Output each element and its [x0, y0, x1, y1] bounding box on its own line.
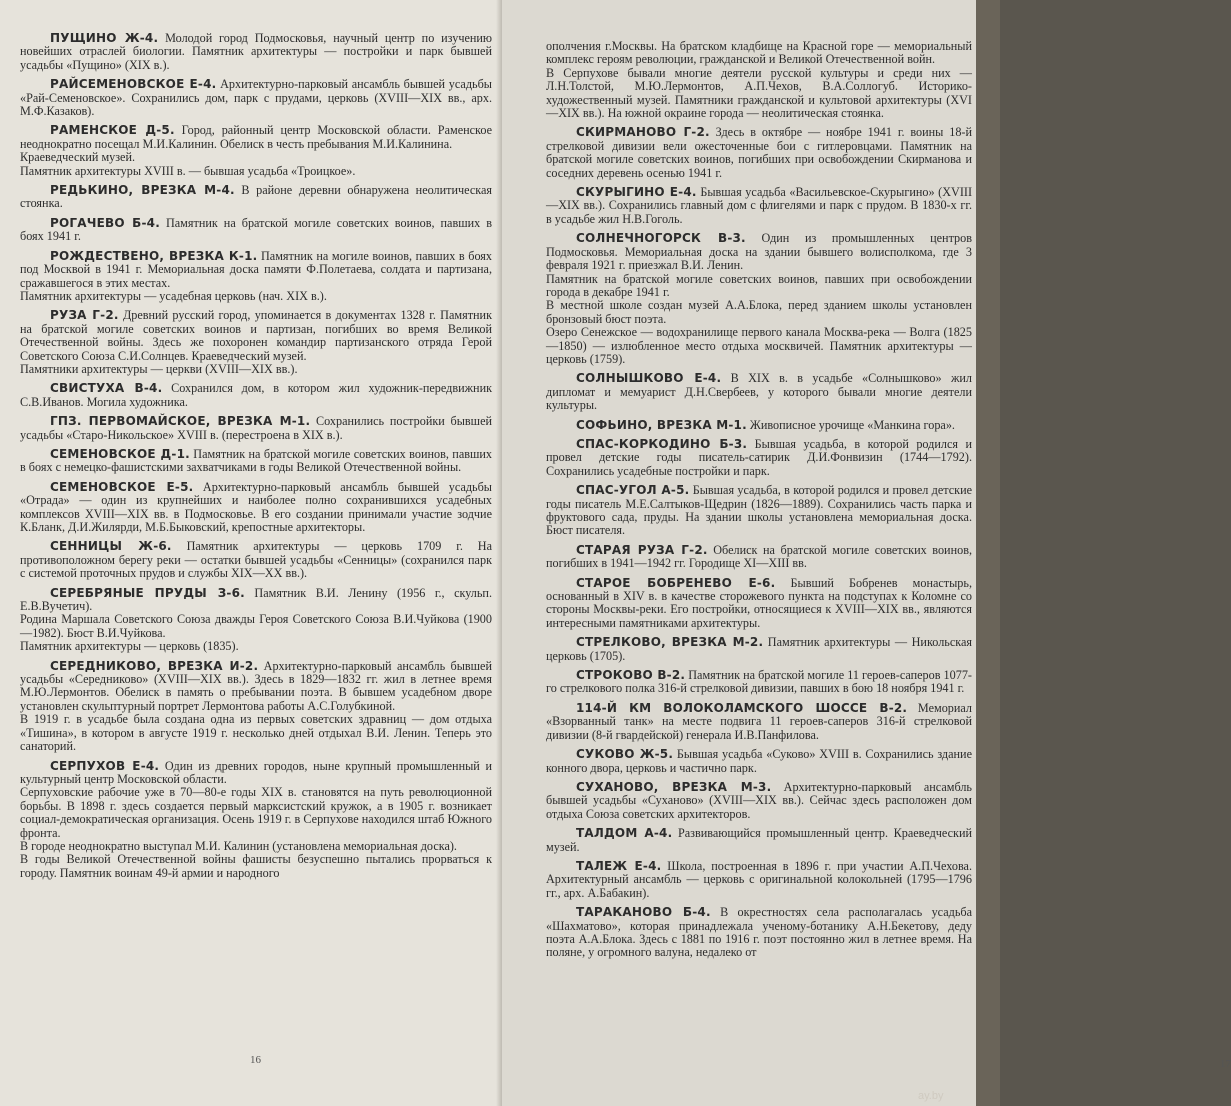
gazetteer-entry	[20, 415, 492, 442]
gazetteer-entry	[546, 419, 972, 432]
entry-heading: СОЛНЫШКОВО Е-4.	[576, 371, 722, 386]
entry-text: Развивающийся промышленный центр. Краеведческий музей.	[546, 826, 972, 854]
entry-heading: СПАС-УГОЛ А-5.	[576, 483, 690, 498]
entry-heading: СЕМЕНОВСКОЕ Д-1.	[50, 446, 190, 461]
gazetteer-entry	[546, 669, 972, 696]
gazetteer-entry	[546, 827, 972, 854]
entry-heading: СЕННИЦЫ Ж-6.	[50, 539, 172, 554]
entry-text: Памятники архитектуры — церкви (XVIII—XIX вв.).	[20, 361, 298, 376]
gazetteer-entry	[20, 448, 492, 475]
entry-text: В XIX в. в усадьбе «Солнышково» жил дипломат и мемуарист Д.Н.Свербеев, у которого бывали многие деятели культуры.	[546, 371, 973, 413]
entry-heading: СКУРЫГИНО Е-4.	[576, 185, 697, 200]
entry-text: Бывший Бобренев монастырь, основанный в XIV в. в качестве сторожевого пункта на подступах к Коломне со стороны Москвы-реки. Его постройки, относящиеся к XVIII—XIX вв., являются интересными памятниками архитектуры.	[546, 575, 972, 630]
entry-text: В городе неоднократно выступал М.И. Калинин (установлена мемориальная доска).	[20, 838, 457, 853]
gazetteer-entry	[20, 184, 492, 211]
watermark: ay.by	[918, 1090, 944, 1102]
entry-text: Сохранились постройки бывшей усадьбы «Старо-Никольское» XVIII в. (перестроена в XIX в.).	[20, 414, 493, 442]
entry-heading: СТРОКОВО В-2.	[576, 668, 686, 683]
entry-heading: РОЖДЕСТВЕНО, ВРЕЗКА К-1.	[50, 248, 258, 263]
entry-text: Озеро Сенежское — водохранилище первого канала Москва-река — Волга (1825—1850) — излюбленное место отдыха москвичей. Памятник архитектуры — церковь (1759).	[546, 325, 972, 366]
entry-heading: СКИРМАНОВО Г-2.	[576, 125, 710, 140]
gazetteer-entry	[546, 781, 972, 821]
page-edge-background	[976, 0, 1000, 1106]
entry-heading: СУХАНОВО, ВРЕЗКА М-3.	[576, 779, 772, 794]
entry-heading: РОГАЧЕВО Б-4.	[50, 215, 160, 230]
gazetteer-entry	[20, 660, 492, 754]
gazetteer-entry	[20, 32, 492, 72]
entry-heading: ПУЩИНО Ж-4.	[50, 31, 159, 45]
entry-heading: ГПЗ. ПЕРВОМАЙСКОЕ, ВРЕЗКА М-1.	[50, 414, 311, 429]
gazetteer-entry	[546, 372, 972, 412]
entry-heading: ТАЛЕЖ Е-4.	[576, 858, 662, 873]
entry-text: Город, районный центр Московской области. Раменское неоднократно посещал М.И.Калинин. Обелиск в честь пребывания М.И.Калинина.	[20, 123, 492, 151]
gazetteer-entry	[20, 217, 492, 244]
entry-heading: СУКОВО Ж-5.	[576, 747, 674, 762]
gazetteer-entry	[546, 702, 972, 742]
gazetteer-entry	[546, 544, 972, 571]
entry-heading: СОФЬИНО, ВРЕЗКА М-1.	[576, 417, 747, 432]
entry-heading: ТАЛДОМ А-4.	[576, 826, 673, 841]
left-entries-list	[20, 32, 492, 880]
entry-text: ополчения г.Москвы. На братском кладбище на Красной горе — мемориальный комплекс героям революции, гражданской и Великой Отечественной войн.	[546, 39, 972, 67]
gazetteer-entry	[20, 382, 492, 409]
entry-text: Бывшая усадьба «Суково» XVIII в. Сохранились здание конного двора, церковь и частично парк.	[546, 747, 972, 775]
entry-text: Живописное урочище «Манкина гора».	[749, 417, 955, 432]
gazetteer-entry	[20, 309, 492, 376]
gazetteer-entry	[20, 124, 492, 178]
gazetteer-entry	[20, 78, 492, 118]
entry-text: В местной школе создан музей А.А.Блока, перед зданием школы установлен бронзовый бюст поэта.	[546, 298, 972, 326]
entry-heading: СТАРОЕ БОБРЕНЕВО Е-6.	[576, 575, 776, 590]
entry-heading: СОЛНЕЧНОГОРСК В-3.	[576, 231, 746, 246]
entry-text: Обелиск на братской могиле советских воинов, погибших в 1941—1942 гг. Городище XI—XIII вв.	[546, 542, 973, 571]
entry-text: Здесь в октябре — ноябре 1941 г. воины 18-й стрелковой дивизии вели ожесточенные бои с гитлеровцами. Памятник на братской могиле советских воинов, погибших при освобождении Скирманова и соседних деревень осенью 1941 г.	[546, 125, 972, 180]
entry-heading: СПАС-КОРКОДИНО Б-3.	[576, 436, 748, 451]
entry-heading: 114-Й КМ ВОЛОКОЛАМСКОГО ШОССЕ В-2.	[576, 700, 908, 715]
entry-text: Памятник архитектуры — церковь 1709 г. На противоположном берегу реки — остатки бывшей усадьбы «Сенницы» (сохранился парк с системой проточных прудов и службы XIX—XX вв.).	[20, 539, 493, 581]
entry-heading: СЕМЕНОВСКОЕ Е-5.	[50, 479, 194, 494]
gazetteer-entry	[546, 232, 972, 366]
entry-text: Родина Маршала Советского Союза дважды Героя Советского Союза В.И.Чуйкова (1900—1982). Бюст В.И.Чуйкова.	[20, 612, 492, 640]
entry-heading: РУЗА Г-2.	[50, 308, 119, 323]
entry-text: Мемориал «Взорванный танк» на месте подвига 11 героев-саперов 316-й стрелковой дивизии (8-й гвардейской) генерала И.В.Панфилова.	[546, 700, 973, 742]
entry-text: Архитектурно-парковый ансамбль бывшей усадьбы «Рай-Семеновское». Сохранились дом, парк с прудами, церковь (XVIII—XIX вв., арх. М.Ф.Казаков).	[20, 77, 492, 119]
entry-text: Сохранился дом, в котором жил художник-передвижник С.В.Иванов. Могила художника.	[20, 381, 493, 409]
entry-text: Молодой город Подмосковья, научный центр по изучению новейших отраслей биологии. Памятник архитектуры — постройки и парк бывшей усадьбы «Пущино» (XIX в.).	[20, 31, 493, 72]
entry-text: Бывшая усадьба, в которой родился и провел детские годы писатель М.Е.Салтыков-Щедрин (1826—1889). Сохранились часть парка и фруктового сада, пруды. На здании школы установлена мемориальная доска. Бюст писателя.	[546, 483, 973, 538]
gazetteer-entry	[546, 577, 972, 631]
entry-text: В окрестностях села располагалась усадьба «Шахматово», которая принадлежала ученому-ботанику А.Н.Бекетову, деду поэта А.А.Блока. Здесь с 1881 по 1916 г. поэт постоянно жил в летнее время. На поляне, у огромного валуна, недалеко от	[546, 905, 972, 960]
right-page	[502, 0, 1231, 1106]
entry-heading: СЕРЕДНИКОВО, ВРЕЗКА И-2.	[50, 658, 259, 673]
entry-text: Бывшая усадьба, в которой родился и провел детские годы писатель-сатирик Д.И.Фонвизин (1744—1792). Сохранились усадебные постройки и парк.	[546, 436, 972, 478]
gazetteer-entry	[546, 636, 972, 663]
entry-heading: СЕРПУХОВ Е-4.	[50, 758, 160, 773]
gazetteer-entry	[20, 250, 492, 304]
entry-text: В годы Великой Отечественной войны фашисты безуспешно пытались прорваться к городу. Памятник воинам 49-й армии и народного	[20, 852, 492, 880]
page-number-left: 16	[250, 1054, 261, 1066]
gazetteer-entry	[20, 760, 492, 881]
entry-text: Памятник В.И. Ленину (1956 г., скульп. Е.В.Вучетич).	[20, 585, 492, 614]
entry-text: Памятник архитектуры XVIII в. — бывшая усадьба «Троицкое».	[20, 163, 356, 178]
gazetteer-entry	[546, 484, 972, 538]
gazetteer-entry	[546, 748, 972, 775]
entry-text: Памятник на братской могиле советских воинов, павших в боях с немецко-фашистскими захватчиками в годы Великой Отечественной войны.	[20, 446, 492, 475]
entry-text: В Серпухове бывали многие деятели русской культуры и среди них — Л.Н.Толстой, М.Ю.Лермонтов, А.П.Чехов, В.А.Соллогуб. Историко-художественный музей. Памятники гражданской и культовой архитектуры (XVI—XIX вв.). На южной окраине города — неолитическая стоянка.	[546, 65, 972, 121]
left-page	[0, 0, 502, 1106]
entry-text: Памятник на братской могиле 11 героев-саперов 1077-го стрелкового полка 316-й стрелковой дивизии, павших в бою 18 ноября 1941 г.	[546, 668, 972, 696]
entry-text: Школа, построенная в 1896 г. при участии А.П.Чехова. Архитектурный ансамбль — церковь с оригинальной колокольней (1795—1796 гг., арх. А.Бабакин).	[546, 858, 973, 900]
right-entries-list	[546, 126, 972, 959]
gazetteer-entry	[20, 540, 492, 580]
entry-text: Памятник архитектуры — церковь (1835).	[20, 639, 239, 654]
entry-text: В районе деревни обнаружена неолитическая стоянка.	[20, 183, 492, 211]
entry-text: Памятник архитектуры — Никольская церковь (1705).	[546, 635, 972, 663]
entry-text: Древний русский город, упоминается в документах 1328 г. Памятник на братской могиле советских воинов и партизан, погибших во время Великой Отечественной войны. Здесь же похоронен командир партизанского отряда Герой Советского Союза С.И.Солнцев. Краеведческий музей.	[20, 308, 492, 363]
entry-text: В 1919 г. в усадьбе была создана одна из первых советских здравниц — дом отдыха «Тишина», в котором в августе 1919 г. несколько дней отдыхал В.И. Ленин. Теперь это санаторий.	[20, 712, 492, 754]
entry-heading: РАМЕНСКОЕ Д-5.	[50, 123, 175, 138]
entry-text: Памятник архитектуры — усадебная церковь (нач. XIX в.).	[20, 288, 327, 303]
entry-text: Краеведческий музей.	[20, 150, 136, 165]
entry-heading: СВИСТУХА В-4.	[50, 381, 163, 396]
entry-heading: РАЙСЕМЕНОВСКОЕ Е-4.	[50, 77, 217, 92]
gazetteer-entry	[546, 438, 972, 478]
entry-heading: СТРЕЛКОВО, ВРЕЗКА М-2.	[576, 635, 764, 650]
continuation-text	[546, 40, 972, 120]
gazetteer-entry	[20, 481, 492, 535]
page-number-right: 17	[1220, 1058, 1231, 1070]
entry-text: Архитектурно-парковый ансамбль бывшей усадьбы «Середниково» (XVIII—XIX вв.). Здесь в 1829—1832 гг. жил в летнее время М.Ю.Лермонтов. Обелиск в память о пребывании поэта. В бывшем усадебном дворе установлен скульптурный портрет Лермонтова работы А.С.Голубкиной.	[20, 658, 492, 713]
entry-text: Памятник на братской могиле советских воинов, павших в боях 1941 г.	[20, 215, 492, 244]
gazetteer-entry	[546, 186, 972, 226]
gazetteer-entry	[20, 587, 492, 654]
entry-text: Один из промышленных центров Подмосковья. Мемориальная доска на здании бывшего волисполкома, где 3 февраля 1921 г. приезжал В.И. Ленин.	[546, 231, 972, 273]
gazetteer-entry	[546, 126, 972, 180]
entry-text: Бывшая усадьба «Васильевское-Скурыгино» (XVIII—XIX вв.). Сохранились главный дом с флигелями и парк с прудом. В 1830-х гг. в усадьбе жил Н.В.Гоголь.	[546, 185, 973, 226]
entry-text: Архитектурно-парковый ансамбль бывшей усадьбы «Отрада» — один из крупнейших и наиболее полно сохранившихся усадебных комплексов XVIII—XIX вв. в Подмосковье. В его создании принимали участие зодчие К.Бланк, Д.И.Жилярди, М.Б.Быковский, крепостные архитекторы.	[20, 479, 492, 534]
entry-heading: СЕРЕБРЯНЫЕ ПРУДЫ З-6.	[50, 585, 245, 600]
gazetteer-entry-continued	[546, 40, 972, 120]
entry-heading: ТАРАКАНОВО Б-4.	[576, 905, 711, 920]
gazetteer-entry	[546, 906, 972, 960]
entry-text: Один из древних городов, ныне крупный промышленный и культурный центр Московской области.	[20, 758, 493, 786]
entry-heading: СТАРАЯ РУЗА Г-2.	[576, 542, 708, 557]
entry-text: Серпуховские рабочие уже в 70—80-е годы XIX в. становятся на путь революционной борьбы. В 1898 г. здесь создается первый марксистский кружок, а в 1905 г. возникает социал-демократическая организация. Осень 1919 г. в Серпухове находился штаб Южного фронта.	[20, 785, 492, 840]
entry-text: Архитектурно-парковый ансамбль бывшей усадьбы «Суханово» (XVIII—XIX вв.). Сейчас здесь расположен дом отдыха Союза советских архитекторов.	[546, 779, 972, 821]
entry-text: Памятник на могиле воинов, павших в боях под Москвой в 1941 г. Мемориальная доска памяти Ф.Полетаева, солдата и партизана, сражавшегося в этих местах.	[20, 248, 492, 290]
gazetteer-entry	[546, 860, 972, 900]
entry-text: Памятник на братской могиле советских воинов, павших при освобождении города в декабре 1941 г.	[546, 271, 972, 299]
entry-heading: РЕДЬКИНО, ВРЕЗКА М-4.	[50, 183, 235, 198]
